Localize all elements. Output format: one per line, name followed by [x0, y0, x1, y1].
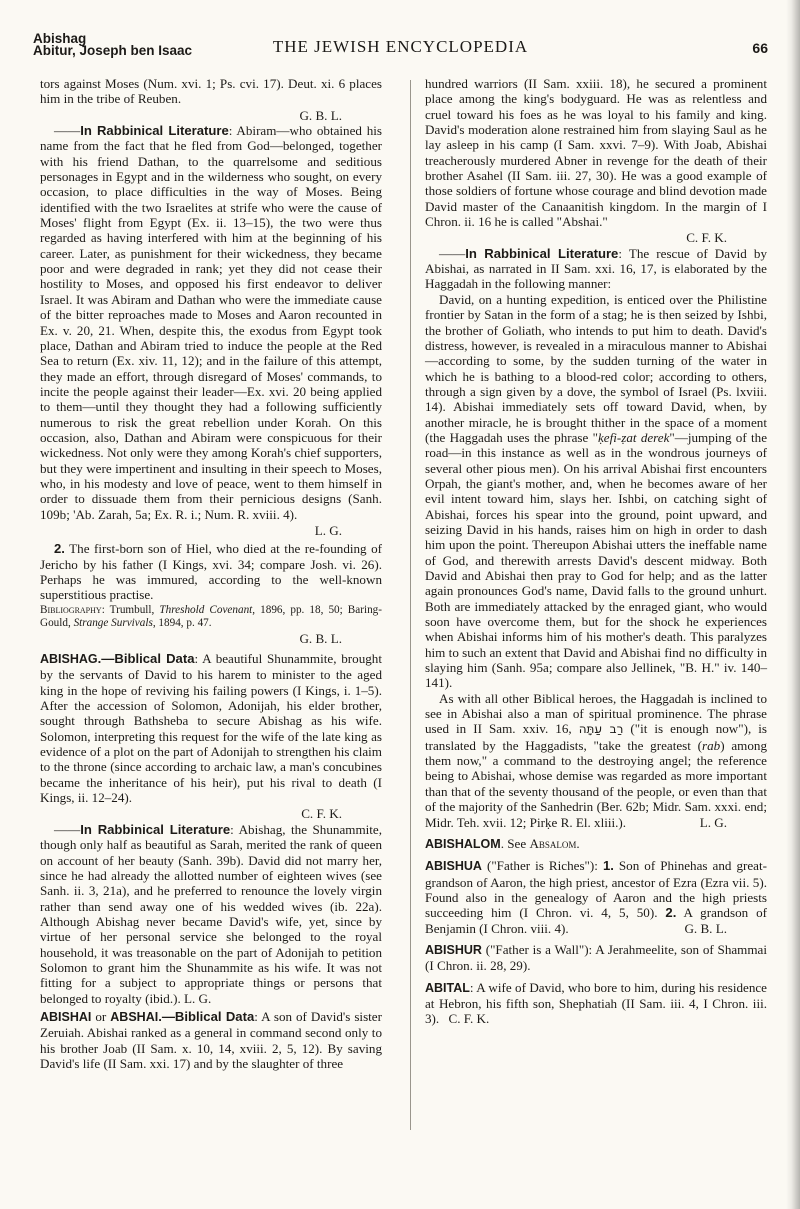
entry-abital: ABITAL: A wife of David, who bore to him, during his residence at Hebron, his fifth son, Shephatiah (II Sam. iii. 4, I Chron. iii. 3). C. F. K.	[425, 979, 767, 1027]
paragraph: 2. The first-born son of Hiel, who died at the re-founding of Jericho by his father (I Kings, xvi. 34; compare Josh. vi. 26). Perhaps he was immured, according to the well-known superstitious practise.	[40, 541, 382, 603]
paragraph: ——In Rabbinical Literature: Abishag, the Shunammite, though only half as beautiful as Sarah, merited the rank of queen on account of her beauty (Sanh. 39b). David did not marry her, since he had already the allotted number of eighteen wives (see Sanh. ii. 3, 21a), and he preferred to renounce the lovely virgin rather than send away one of his wedded wives (ib. 22a). Although Abishag never became David's wife, yet, since by virtue of her personal service she belonged to the royal household, it was treasonable on the part of Adonijah to petition Solomon to grant him the Shunammite as his wife. It was not fitting for a subject to appropriate things or persons that belonged to royalty (ibid.). L. G.	[40, 821, 382, 1006]
paragraph: ——In Rabbinical Literature: The rescue of David by Abishai, as narrated in II Sam. xxi. 16, 17, is elaborated by the Haggadah in the following manner:	[425, 245, 767, 292]
section-heading: In Rabbinical Literature	[80, 821, 231, 837]
paragraph: ——In Rabbinical Literature: Abiram—who obtained his name from the fact that he fled from God—belonged, together with his friend Dathan, to the quarrelsome and seditious personages in Egypt and in the wilderness who sought, on every occasion, to place difficulties in the way of Moses. Being identified with the two Israelites at strife who were the cause of Moses' flight from Egypt (Ex. ii. 13–15), the two were thus regarded as having interfered with him at the beginning of his career. Later, as punishment for their wickedness, they became poor and were degraded in rank; yet they did not cease their hostility to Moses, and opposed his first endeavor to deliver Israel. It was Abiram and Dathan who were the immediate cause of the bitter reproaches made to Moses and Aaron recounted in Ex. v. 20, 21. When, despite this, the exodus from Egypt took place, Dathan and Abiram tried to induce the people at the Red Sea to return (Ex. xiv. 11, 12); and in the failure of this attempt, they made an effort, through disregard of Moses' commands, to incite the people against their leader—Ex. xvi. 20 being applied to them—until they thought they had a following sufficiently numerous to risk the great rebellion under Korah. On this occasion, also, Dathan and Abiram were conspicuous for their wickedness. Not only were they among Korah's chief supporters, but they were impertinent and insulting in their speech to Moses, who, in his modesty and love of peace, went to them himself in order to dissuade them from their pernicious designs (Sanh. 109b; 'Ab. Zarah, 5a; Ex. R. i.; Num. R. xviii. 4).	[40, 123, 383, 522]
author-signature: G. B. L.	[299, 107, 342, 123]
right-column	[425, 76, 767, 1027]
section-heading: In Rabbinical Literature	[465, 245, 619, 261]
page-header	[33, 33, 768, 63]
author-signature: C. F. K.	[448, 1011, 490, 1027]
entry-abishai: ABISHAI or ABSHAI.—Biblical Data: A son of David's sister Zeruiah. Abishai ranked as a general in command second only to his brother Joab (II Sam. x. 10, 14, xviii. 2, 5, 12). By saving David's life (II Sam. xxi. 17) and by the slaughter of three	[40, 1008, 382, 1071]
headword: ABISHUR	[425, 942, 482, 957]
bibliography: Bibliography: Trumbull, Threshold Covenant, 1896, pp. 18, 50; Baring-Gould, Strange Survivals, 1894, p. 47.	[40, 603, 382, 629]
paragraph: tors against Moses (Num. xvi. 1; Ps. cvi. 17). Deut. xi. 6 places him in the tribe of Reuben.	[40, 76, 382, 107]
headword: ABSHAI	[110, 1009, 159, 1024]
left-column	[40, 76, 382, 1071]
author-signature: C. F. K.	[301, 806, 342, 822]
cross-reference-link[interactable]: Absalom	[529, 835, 577, 851]
page-number: 66	[752, 40, 768, 56]
author-signature: G. B. L.	[299, 630, 342, 646]
entry-number: 1.	[602, 858, 614, 874]
paragraph: As with all other Biblical heroes, the Haggadah is inclined to see in Abishai also a man of spiritual prominence. The phrase used in II Sam. xxiv. 16, רַב עַתָּה ("it is enough now"), is translated by the Haggadists, "take the greatest (rab) among them now," a command to the destroying angel; the reference being to Abishai, whose demise was regarded as more important than that of the seventy thousand of the people, or even than that of the majority of the Sanhedrin (Ber. 62b; Midr. Sam. xxxi. end; Midr. Teh. xvii. 12; Pirḳe R. El. xliii.). L. G.	[425, 690, 768, 830]
entry-abishua: ABISHUA ("Father is Riches"): 1. Son of Phinehas and great-grandson of Aaron, the high priest, ancestor of Ezra (Ezra vii. 5). Found also in the genealogy of Aaron and the high priests succeeding him (I Chron. vi. 4, 5, 50). 2. A grandson of Benjamin (I Chron. viii. 4). G. B. L.	[425, 858, 767, 936]
paragraph: hundred warriors (II Sam. xxiii. 18), he secured a prominent place among the king's bodyguard. He was as relentless and cruel toward his foes as he was loyal to his family and king. David's moderation alone restrained him from slaying Saul as he lay asleep in his camp (I Sam. xxvi. 7–9). With Joab, Abishai treacherously murdered Abner in revenge for the death of their brother Asahel (II Sam. iii. 27, 30). He was a good example of those soldiers of fortune whose courage and blind devotion made David master of the Canaanitish kingdom. In the margin of I Chron. ii. 16 he is called "Abshai."	[425, 76, 767, 230]
headword: ABITAL	[425, 980, 470, 995]
author-signature: C. F. K.	[686, 230, 727, 246]
headword: ABISHAG	[40, 652, 98, 667]
author-signature: G. B. L.	[684, 920, 727, 936]
paragraph: David, on a hunting expedition, is enticed over the Philistine frontier by Satan in the form of a stag; he is then seized by Ishbi, the brother of Goliath, who intends to put him to death. David's distress, however, is revealed in a miraculous manner to Abishai—according to some, by the sudden turning of the water in which he is bathing to a blood-red color; according to others, through a sign given by a dove, the symbol of Israel (Ps. lxviii. 14). Abishai immediately sets off toward David, when, by another miracle, he is brought thither in the space of a moment (the Haggadah uses the phrase "ḳefi-ẓat derek"—jumping of the road—in this instance as well as in the wondrous journeys of several other pious men). On his arrival Abishai first encounters Orpah, the giant's mother, and, when he becomes aware of her evil intent toward him, slays her. Ishbi, on catching sight of Abishai, forces his spear into the ground, point upward, and seizing David in his hands, raises him on high in order to dash him upon the point. Thereupon Abishai utters the ineffable name of God, and therewith arrests David's descent midway. Both David and Abishai then pray to God for help; and as the latter again pronounces God's name, David falls to the ground unhurt. Both are immediately attacked by the enraged giant, who would soon have overcome them, but for the shock he experiences when Abishai informs him of his mother's death. This paralyzes him to such an extent that David and Abishai find no difficulty in slaying him (Sanh. 95a; compare also Jellinek, "B. H." iv. 140–141).	[425, 291, 768, 691]
section-heading: In Rabbinical Literature	[80, 123, 229, 139]
headword: ABISHUA	[425, 859, 482, 874]
hebrew-phrase: רַב עַתָּה	[578, 722, 624, 737]
entry-abishalom: ABISHALOM. See Absalom.	[425, 835, 580, 851]
entry-abishur: ABISHUR ("Father is a Wall"): A Jerahmeelite, son of Shammai (I Chron. ii. 28, 29).	[425, 941, 767, 974]
page-edge-shadow	[786, 0, 800, 1209]
author-signature: L. G.	[699, 814, 727, 830]
entry-number: 2.	[54, 541, 65, 557]
author-signature: L. G.	[314, 522, 342, 538]
headword: ABISHALOM	[425, 836, 501, 851]
headword: ABISHAI	[40, 1009, 92, 1024]
journal-title: THE JEWISH ENCYCLOPEDIA	[272, 37, 529, 56]
column-divider	[410, 80, 411, 1130]
running-head-last-entry: Abitur, Joseph ben Isaac	[33, 43, 193, 58]
entry-abishag: ABISHAG.—Biblical Data: A beautiful Shunammite, brought by the servants of David to his harem to minister to the aged king in the hope of reviving his failing powers (I Kings, i. 1–5). After the accession of Solomon, Adonijah, his elder brother, sought through Bathsheba to secure Abishag as his wife. Solomon, interpreting this request for the wife of the late king as evidence of a plot on the part of Adonijah to strengthen his claim to the throne (since according to archaic law, a man's concubines became the inheritance of his heir), put his rival to death (I Kings, ii. 12–24).	[40, 651, 382, 806]
running-head-first-entry: Abishag	[33, 31, 87, 46]
entry-number: 2.	[665, 905, 677, 921]
